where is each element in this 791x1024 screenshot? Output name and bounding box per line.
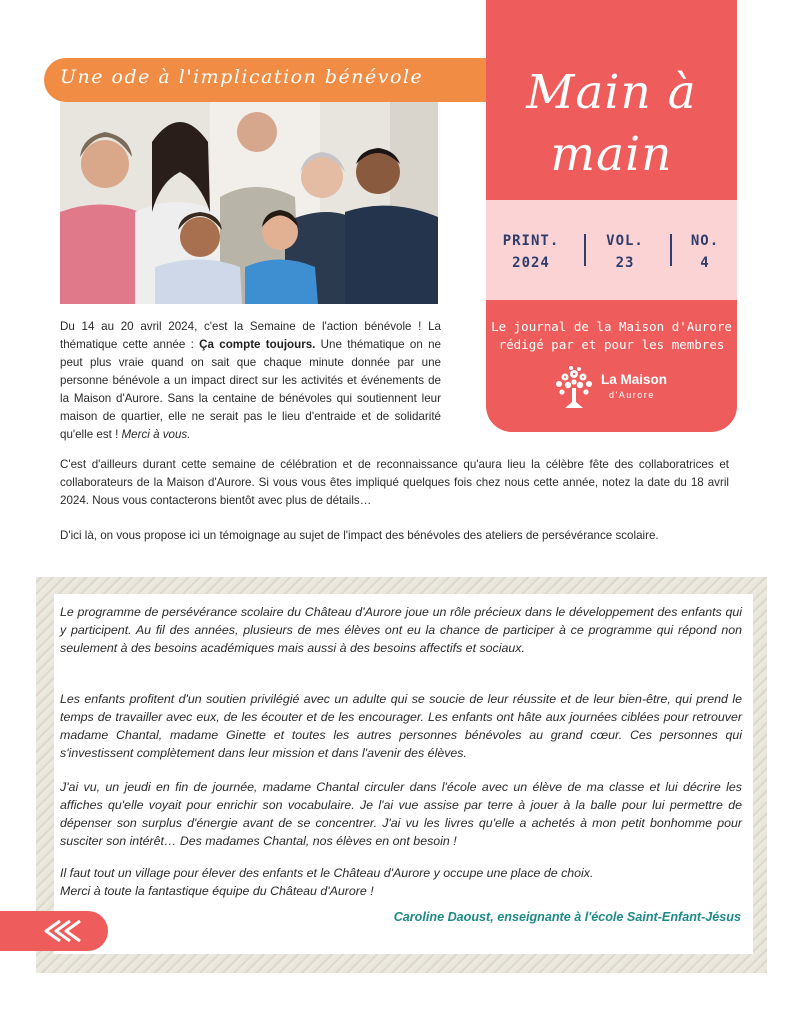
testimony-paragraph: Les enfants profitent d'un soutien privilégié avec un adulte qui se soucie de leur réussite et de leur bien-être, qui prend le temps de travailler avec eux, de les écouter et de les encourager. Les enfants ont hâte aux journées ciblées pour retrouver madame Chantal, madame Ginette et toutes les autres personnes bénévoles au grand cœur. Ces personnes qui s'investissent complètement dans leur mission et dans l'avenir des élèves. bbox=[60, 692, 742, 760]
logo-subtitle: d'Aurore bbox=[609, 390, 655, 400]
tree-logo-icon bbox=[552, 364, 596, 412]
previous-page-button[interactable] bbox=[0, 911, 108, 951]
tagline-line1: Le journal de la Maison d'Aurore bbox=[491, 319, 732, 334]
testimony-closing bbox=[60, 864, 742, 900]
testimony-signature: Caroline Daoust, enseignante à l'école Saint-Enfant-Jésus bbox=[393, 910, 741, 924]
intro-text-continued: Une thématique on ne peut plus vraie quand on sait que chaque minute donnée par une personne bénévole a un impact direct sur les activités et événements de la Maison d'Aurore. Sans la centaine de bénévoles qui soutiennent leur maison de quartier, elle ne serait pas le lieu d'entraide et de solidarité qu'elle est ! bbox=[60, 338, 441, 441]
journal-title bbox=[486, 62, 737, 186]
closing-line: Merci à toute la fantastique équipe du Château d'Aurore ! bbox=[60, 884, 374, 898]
print-info bbox=[496, 230, 566, 274]
volunteers-group-photo bbox=[60, 102, 438, 304]
intro-text: Du 14 au 20 avril 2024, c'est la Semaine de l'action bénévole ! La thématique cette année : bbox=[60, 320, 441, 351]
section-banner bbox=[44, 58, 486, 102]
divider bbox=[584, 234, 586, 266]
event-paragraph: C'est d'ailleurs durant cette semaine de célébration et de reconnaissance qu'aura lieu la célèbre fête des collaboratrices et collaborateurs de la Maison d'Aurore. Si vous vous êtes impliqué quelques fois chez nous cette année, notez la date du 18 avril 2024. Nous vous contacterons bientôt avec plus de détails… bbox=[60, 458, 729, 507]
maison-aurore-logo bbox=[552, 364, 682, 414]
logo-name: La Maison bbox=[601, 372, 668, 387]
testimony-paragraph: Le programme de persévérance scolaire du Château d'Aurore joue un rôle précieux dans le développement des enfants qui y participent. Au fil des années, plusieurs de mes élèves ont eu la chance de participer à ce programme qui répond non seulement à des besoins académiques mais aussi à des besoins affectifs et sociaux. bbox=[60, 605, 742, 655]
vol-label: VOL. bbox=[606, 233, 644, 249]
intro-paragraph bbox=[60, 318, 441, 444]
no-label: NO. bbox=[690, 233, 720, 249]
closing-line: Il faut tout un village pour élever des enfants et le Château d'Aurore y occupe une place de choix. bbox=[60, 866, 594, 880]
vol-value: 23 bbox=[615, 255, 635, 271]
number-info bbox=[670, 230, 740, 274]
theme-bold: Ça compte toujours. bbox=[199, 338, 316, 351]
print-value: 2024 bbox=[512, 255, 550, 271]
thanks-italic: Merci à vous. bbox=[121, 428, 191, 441]
journal-title-line2: main bbox=[550, 127, 673, 182]
section-title: Une ode à l'implication bénévole bbox=[60, 66, 424, 88]
double-chevron-left-icon bbox=[40, 919, 84, 943]
no-value: 4 bbox=[700, 255, 710, 271]
tagline-line2: rédigé par et pour les membres bbox=[498, 337, 725, 352]
tagline bbox=[486, 318, 737, 354]
masthead bbox=[486, 0, 737, 432]
testimony-intro-paragraph: D'ici là, on vous propose ici un témoignage au sujet de l'impact des bénévoles des ateliers de persévérance scolaire. bbox=[60, 529, 659, 542]
volume-info bbox=[590, 230, 660, 274]
print-label: PRINT. bbox=[502, 233, 560, 249]
testimony-paragraph: J'ai vu, un jeudi en fin de journée, madame Chantal circuler dans l'école avec un élève de ma classe et lui décrire les affiches qu'elle voyait pour enrichir son vocabulaire. Je l'ai vue assise par terre à jouer à la balle pour lui permettre de dépenser son surplus d'énergie avant de se concentrer. J'ai vu les livres qu'elle a achetés à mon petit bonhomme pour susciter son intérêt… Des madames Chantal, nos élèves en ont besoin ! bbox=[60, 780, 742, 848]
journal-title-line1: Main à bbox=[526, 65, 697, 120]
